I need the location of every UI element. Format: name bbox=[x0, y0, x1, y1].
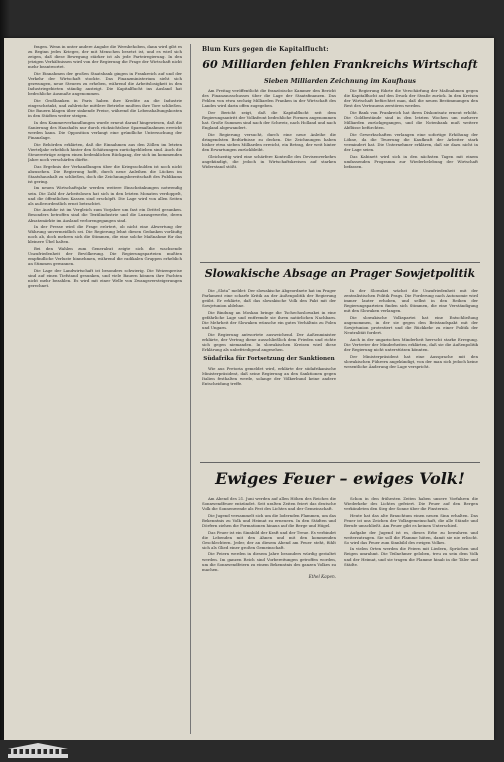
top-kicker: Blum Kurs gegen die Kapitalflucht: bbox=[202, 46, 329, 53]
left-paragraph: Bei den Wahlen zum Generalrat zeigte sich die wachsende Unzufriedenheit der Bevölkerung. Die Regierungsparteien mußten empfindliche Verluste hinnehmen, während die radikalen Gruppen erheblich an Stimmen gewannen. bbox=[28, 245, 182, 267]
left-paragraph: Die Einnahmen der großen Staatsbank gingen in Frankreich auf und der Verkehr der Wirtschaft stockte. Das Finanzministerium sieht sich gezwungen, neue Steuern zu erheben, während die Arbeitslosigkeit in den Industriegebieten ständig ansteigt. Die Kapitalflucht ins Ausland hat bedrohliche Ausmaße angenommen. bbox=[28, 70, 182, 97]
section-divider bbox=[200, 262, 480, 263]
top-article-body bbox=[202, 88, 478, 256]
article-paragraph: Gleichzeitig wird eine schärfere Kontrolle des Devisenverkehrs angekündigt, die jedoch in Wirtschaftskreisen auf starken Widerstand stößt. bbox=[202, 153, 336, 169]
article-paragraph: Der Ministerpräsident hat eine Aussprache mit den slowakischen Führern angekündigt, von der man sich jedoch keine wesentliche Änderung der Lage verspricht. bbox=[344, 353, 478, 369]
article-paragraph: Die Gewerkschaften verlangen eine sofortige Erhöhung der Löhne, da die Teuerung die Kaufkraft der Arbeiter stark vermindert hat. Die Unternehmer erklären, daß sie dazu nicht in der Lage seien. bbox=[344, 131, 478, 153]
left-paragraph: Im neuen Wirtschaftsjahr werden weitere Einschränkungen notwendig sein. Die Zahl der Arbeitslosen hat sich in den letzten Monaten verdoppelt, und die öffentlichen Kassen sind erschöpft. Die Lage wird von allen Seiten als außerordentlich ernst betrachtet. bbox=[28, 185, 182, 206]
article-paragraph: Auch in der ungarischen Minderheit herrscht starke Erregung. Die Vertreter der Minderheiten erklärten, daß sie die Außenpolitik der Regierung nicht unterstützen könnten. bbox=[344, 336, 478, 353]
middle-article-body bbox=[202, 288, 478, 458]
article-paragraph: Das Kabinett wird sich in den nächsten Tagen mit einem umfassenden Programm zur Wiederbelebung der Wirtschaft befassen. bbox=[344, 153, 478, 169]
left-column bbox=[28, 44, 182, 734]
left-paragraph: In der Presse wird die Frage erörtert, ob nicht eine Abwertung der Währung unvermeidlich sei. Die Regierung lehnt diesen Gedanken vorläufig noch ab, doch mehren sich die Stimmen, die eine solche Maßnahme für das kleinere Übel halten. bbox=[28, 224, 182, 245]
article-paragraph: Das Feuer ist ein Sinnbild der Kraft und der Treue. Es verbindet die Lebenden mit den Ahnen und mit den kommenden Geschlechtern. Jeder, der an diesem Abend am Feuer steht, fühlt sich als Glied einer großen Gemeinschaft. bbox=[202, 529, 336, 550]
article-paragraph: Die slowakische Volkspartei hat eine Entschließung angenommen, in der sie gegen den Beistandspakt mit der Sowjetunion protestiert und die Rückkehr zu einer Politik der Neutralität fordert. bbox=[344, 314, 478, 336]
top-article-col1 bbox=[202, 88, 336, 256]
bottom-bar bbox=[0, 740, 504, 762]
article-paragraph: Wie aus Pretoria gemeldet wird, erklärte der südafrikanische Ministerpräsident, daß seine Regierung an den Sanktionen gegen Italien festhalten werde, solange der Völkerbund keine andere Entscheidung treffe. bbox=[202, 365, 336, 386]
bottom-article-col1 bbox=[202, 496, 336, 732]
article-paragraph: Die Regierung antwortete ausweichend. Der Außenminister erklärte, der Vertrag diene ausschließlich dem Frieden und richte sich gegen niemanden. In slowakischen Kreisen wird diese Erklärung als unbefriedigend angesehen. bbox=[202, 331, 336, 353]
article-paragraph: Der Bericht zeigt, daß die Kapitalflucht seit dem Regierungsantritt der Volksfront bedrohliche Formen angenommen hat. Große Summen sind nach der Schweiz, nach Holland und nach England abgewandert. bbox=[202, 109, 336, 131]
left-paragraph: Das Ergebnis der Verhandlungen über die Kriegsschulden ist noch nicht abzusehen. Die Regierung hofft, durch neue Anleihen die Lücken im Staatshaushalt zu schließen, doch die Zeichnungsbereitschaft des Publikums ist gering. bbox=[28, 163, 182, 184]
section-divider bbox=[200, 462, 480, 463]
article-paragraph: Heute hat das alte Brauchtum einen neuen Sinn erhalten. Das Feuer ist uns Zeichen der Volksgemeinschaft, die alle Stände und Berufe umschließt. Am Feuer gibt es keinen Unterschied. bbox=[344, 512, 478, 528]
article-paragraph: Die Jugend versammelt sich um die lodernden Flammen, um das Bekenntnis zu Volk und Heimat zu erneuern. In den Städten und Dörfern ziehen die Formationen hinaus auf die Berge und Hügel. bbox=[202, 512, 336, 528]
article-paragraph: Die Bindung an Moskau bringe die Tschechoslowakei in eine gefährliche Lage und entfremde sie ihren natürlichen Nachbarn. Die Mehrheit der Slowaken wünsche ein gutes Verhältnis zu Polen und Ungarn. bbox=[202, 309, 336, 331]
article-paragraph: Die Bank von Frankreich hat ihren Diskontsatz erneut erhöht. Die Goldbestände sind in den letzten Wochen um mehrere Milliarden zurückgegangen, und die Notenbank muß weitere Abflüsse befürchten. bbox=[344, 109, 478, 131]
bottom-headline: Ewiges Feuer – ewiges Volk! bbox=[215, 469, 465, 488]
article-paragraph: Die Regierung führte die Verschärfung der Maßnahmen gegen die Kapitalflucht auf den Druck der Straße zurück. In den Kreisen der Wirtschaft befürchtet man, daß die neuen Bestimmungen den Rest des Vertrauens zerstören werden. bbox=[344, 88, 478, 109]
inner-headline: Südafrika für Fortsetzung der Sanktionen bbox=[203, 356, 335, 363]
article-paragraph: In der Slowakei wächst die Unzufriedenheit mit der zentralistischen Politik Prags. Die Forderung nach Autonomie wird immer lauter erhoben, und selbst in den Reihen der Regierungsparteien finden sich Stimmen, die eine Verständigung mit den Slowaken verlangen. bbox=[344, 288, 478, 314]
left-paragraph: Die Behörden erklärten, daß die Einnahmen aus den Zöllen im letzten Vierteljahr erheblich hinter den Schätzungen zurückgeblieben sind. Auch die Steuererträge zeigen einen bedenklichen Rückgang, der sich im kommenden Jahre noch verschärfen dürfte. bbox=[28, 141, 182, 162]
left-paragraph: Die Lage der Landwirtschaft ist besonders schwierig. Die Weizenpreise sind auf einen Tiefstand gesunken, und viele Bauern können ihre Pachten nicht mehr bezahlen. Es wird mit einer Welle von Zwangsversteigerungen gerechnet. bbox=[28, 267, 182, 289]
middle-article-col1 bbox=[202, 288, 336, 458]
top-subheadline: Sieben Milliarden Zeichnung im Kaufhaus bbox=[263, 77, 417, 85]
article-paragraph: Die Feiern werden in diesem Jahre besonders würdig gestaltet werden. Im ganzen Reich sind Vorbereitungen getroffen worden, um die Sonnwendfeiern zu einem Bekenntnis des ganzen Volkes zu machen. bbox=[202, 551, 336, 572]
middle-article-header bbox=[202, 266, 478, 282]
author-signature: Ethel Kapen. bbox=[308, 573, 336, 579]
article-paragraph: Am Abend des 21. Juni werden auf allen Höhen des Reiches die Sonnwendfeuer entzündet. Seit uralten Zeiten feiert das deutsche Volk die Sonnenwende als Fest des Lichtes und der Gemeinschaft. bbox=[202, 496, 336, 512]
column-rule bbox=[190, 44, 191, 734]
middle-headline: Slowakische Absage an Prager Sowjetpolitik bbox=[204, 267, 476, 280]
bottom-article-header bbox=[202, 468, 478, 490]
left-paragraph: In den Kammerverhandlungen wurde erneut darauf hingewiesen, daß die Sanierung des Haushalts nur durch rücksichtslose Sparmaßnahmen erreicht werden kann. Die Opposition verlangt eine gründliche Untersuchung der Finanzlage. bbox=[28, 119, 182, 141]
left-paragraph: Die Großbanken in Paris haben ihre Kredite an die Industrie eingeschränkt, und zahlreiche mittlere Betriebe mußten ihre Tore schließen. Die Bauern klagen über sinkende Preise, während die Lebenshaltungskosten in den Städten weiter steigen. bbox=[28, 97, 182, 119]
article-paragraph: Die „Slota“ meldet: Der slowakische Abgeordnete hat im Prager Parlament eine scharfe Kritik an der Außenpolitik der Regierung geübt. Er erklärte, daß das slowakische Volk den Pakt mit der Sowjetunion ablehne. bbox=[202, 288, 336, 309]
top-article-col2 bbox=[344, 88, 478, 256]
left-paragraph: Die Ausfuhr ist im Vergleich zum Vorjahre um fast ein Drittel gesunken. Besonders betroffen sind die Textilindustrie und die Luxusgewerbe, deren Absatzmärkte im Ausland verlorengegangen sind. bbox=[28, 207, 182, 223]
article-paragraph: In vielen Orten werden die Feiern mit Liedern, Sprüchen und Reigen umrahmt. Die Teilnehmer geloben, treu zu sein dem Volk und der Heimat, und sie tragen die Flamme hinab in die Täler und Städte. bbox=[344, 546, 478, 567]
newspaper-page bbox=[4, 38, 494, 740]
library-logo-icon bbox=[6, 742, 70, 760]
top-headline: 60 Milliarden fehlen Frankreichs Wirtschaft bbox=[202, 58, 478, 71]
article-paragraph: Aufgabe der Jugend ist es, dieses Erbe zu bewahren und weiterzutragen. Sie soll die Flamme hüten, damit sie nie erlischt. So wird das Feuer zum Sinnbild des ewigen Volkes. bbox=[344, 529, 478, 545]
top-article-header bbox=[202, 46, 478, 85]
article-paragraph: Schon in den frühesten Zeiten haben unsere Vorfahren die Wiederkehr des Lichtes gefeiert. Die Feuer auf den Bergen verkündeten den Sieg der Sonne über die Finsternis. bbox=[344, 496, 478, 512]
middle-article-col2 bbox=[344, 288, 478, 458]
left-paragraph: fragen. Wenn in unter andere Angabe die Wernbehoben, dann wird gibt es zu Beginn jedes Krieges, der mit Menschen besetzt ist, und es wird sich zeigen, daß diese Bewegung stärker ist als jede Parteiregierung. In den jetzigen Verhältnissen wird von der Regierung die Frage der Wirtschaft nicht mehr beantwortet. bbox=[28, 44, 182, 70]
article-paragraph: Am Freitag veröffentlicht die französische Kammer den Bericht des Finanzausschusses über die Lage der Staatsfinanzen. Das Fehlen von etwa sechzig Milliarden Franken in der Wirtschaft des Landes wird darin offen zugegeben. bbox=[202, 88, 336, 109]
article-paragraph: Die Regierung versucht, durch eine neue Anleihe die dringendsten Bedürfnisse zu decken. Die Zeichnungen haben bisher etwa sieben Milliarden erreicht, ein Betrag, der weit hinter den Erwartungen zurückbleibt. bbox=[202, 131, 336, 153]
bottom-article-col2 bbox=[344, 496, 478, 732]
bottom-article-body bbox=[202, 496, 478, 732]
